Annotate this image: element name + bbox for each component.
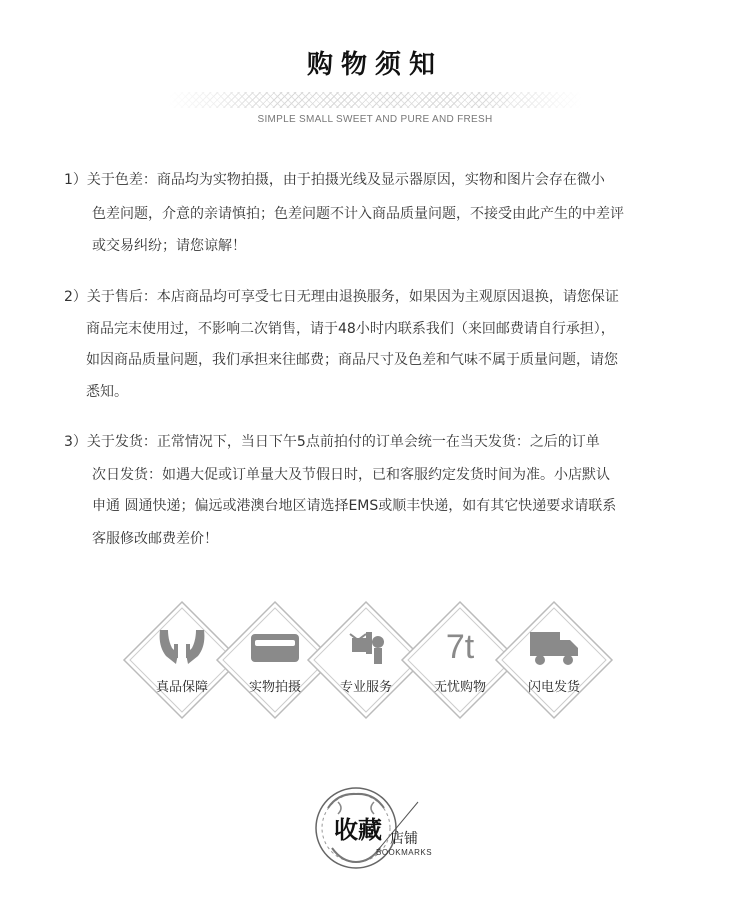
notice-1-line-3: 或交易纠纷；请您谅解！ xyxy=(92,238,246,254)
decorative-pattern xyxy=(168,92,582,108)
notice-1-line-2: 色差问题，介意的亲请慎拍；色差问题不计入商品质量问题，不接受由此产生的中差评 xyxy=(92,206,624,222)
truck-icon xyxy=(528,626,580,668)
box-icon xyxy=(249,626,301,668)
notice-3-line-2: 次日发货：如遇大促或订单量大及节假日时，已和客服约定发货时间为准。小店默认 xyxy=(92,467,610,483)
notice-2-line-2: 商品完末使用过，不影响二次销售，请于48小时内联系我们（来回邮费请自行承担）， xyxy=(86,321,615,337)
logo-sub-text: 店铺 xyxy=(390,831,418,847)
notice-3-line-4: 客服修改邮费差价！ xyxy=(92,531,218,547)
logo-main-text: 收藏 xyxy=(334,816,382,844)
notice-3-line-1: 3）关于发货：正常情况下，当日下午5点前拍付的订单会统一在当天发货：之后的订单 xyxy=(64,434,600,450)
feature-label: 实物拍摄 xyxy=(248,680,301,695)
service-icon xyxy=(340,626,392,668)
feature-label: 真品保障 xyxy=(155,680,208,695)
page-title: 购物须知 xyxy=(306,50,443,80)
logo-english-text: BOOKMARKS xyxy=(376,848,433,857)
notice-2-line-1: 2）关于售后：本店商品均可享受七日无理由退换服务，如果因为主观原因退换，请您保证 xyxy=(64,289,619,305)
notice-2-line-3: 如因商品质量问题，我们承担来往邮费；商品尺寸及色差和气味不属于质量问题，请您 xyxy=(86,352,618,368)
notice-2-line-4: 悉知。 xyxy=(86,384,128,400)
feature-label: 专业服务 xyxy=(339,680,392,695)
seven-days-icon: 7t xyxy=(445,628,475,666)
feature-label: 闪电发货 xyxy=(527,680,580,695)
feature-label: 无忧购物 xyxy=(433,680,486,695)
page-subtitle: SIMPLE SMALL SWEET AND PURE AND FRESH xyxy=(257,114,493,125)
notice-3-line-3: 申通 圆通快递；偏远或港澳台地区请选择EMS或顺丰快递，如有其它快递要求请联系 xyxy=(92,498,617,514)
hands-icon xyxy=(156,626,208,668)
notice-1-line-1: 1）关于色差：商品均为实物拍摄，由于拍摄光线及显示器原因，实物和图片会存在微小 xyxy=(64,172,605,188)
bookmark-store-button[interactable] xyxy=(308,778,440,878)
feature-badge-fast-ship xyxy=(494,600,614,720)
